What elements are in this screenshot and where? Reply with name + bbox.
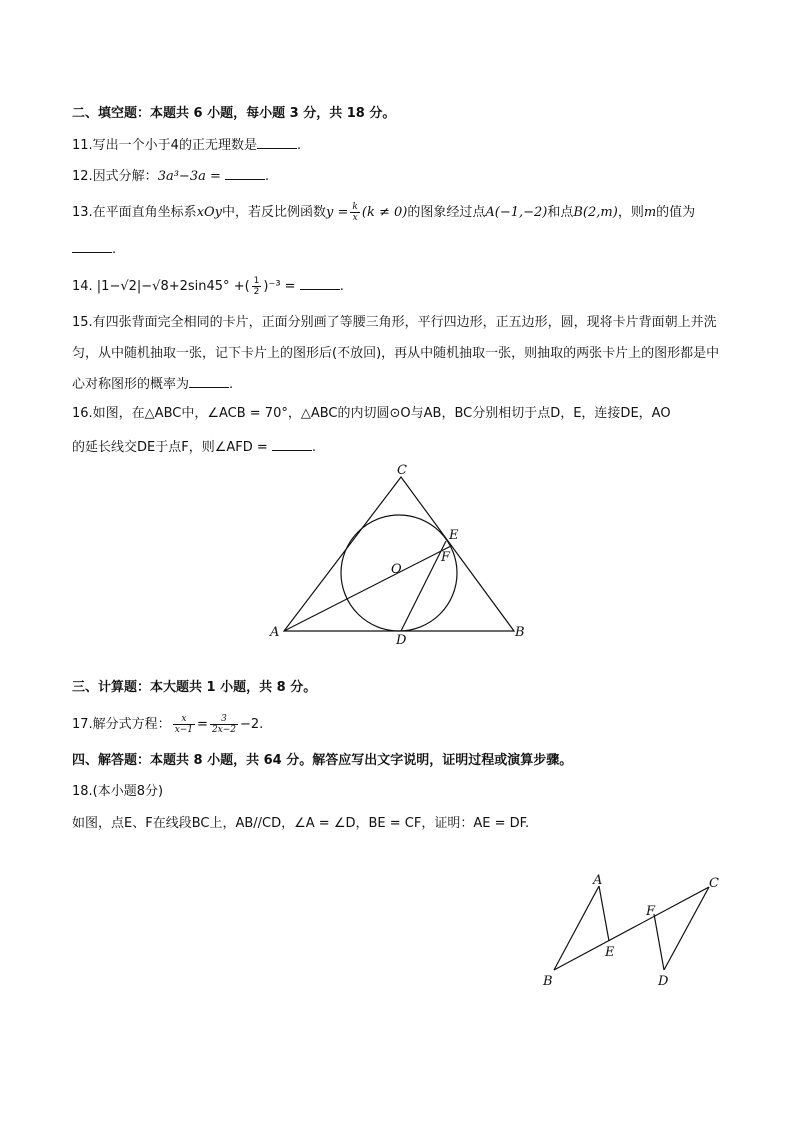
q12-expression: 3a³−3a = xyxy=(157,169,221,184)
q14-expression-1: 14. |1−√2|−√8+2sin45° + xyxy=(72,279,245,294)
label-e: E xyxy=(605,945,615,960)
q11-text: 11.写出一个小于4的正无理数是 xyxy=(72,138,257,153)
q17-frac2-denominator: 2x−2 xyxy=(211,725,237,735)
q13-m: m xyxy=(643,205,657,220)
label-e: E xyxy=(449,528,459,543)
q17-prefix: 17.解分式方程： xyxy=(72,717,171,732)
q13-point-b: B(2,m) xyxy=(573,205,618,220)
q15-end: . xyxy=(229,377,234,392)
q13-condition: (k ≠ 0) xyxy=(361,205,408,220)
label-f: F xyxy=(646,904,656,919)
q12-end: . xyxy=(265,169,270,184)
segment-ae xyxy=(599,886,609,941)
section4-header: 四、解答题：本题共 8 小题，共 64 分。解答应写出文字说明，证明过程或演算步骤。 xyxy=(72,753,573,768)
q14-frac-numerator: 1 xyxy=(253,276,260,286)
q13-frac-numerator: k xyxy=(352,202,358,212)
q12-prefix: 12.因式分解： xyxy=(72,169,158,184)
q13-part3: 的图象经过点 xyxy=(407,205,486,220)
q15-text: 15.有四张背面完全相同的卡片，正面分别画了等腰三角形，平行四边形，正五边形，圆，现将卡片背面朝上并洗匀，从中随机抽取一张，记下卡片上的图形后(不放回)，再从中随机抽取一张，则抽取的两张卡片上的图形都是中心对称图形的概率为 xyxy=(72,315,720,392)
q13-part1: 13.在平面直角坐标系 xyxy=(72,205,197,220)
q11-end: . xyxy=(296,138,302,153)
q17-frac1-denominator: x−1 xyxy=(174,725,194,735)
label-a: A xyxy=(593,873,603,888)
q17-equals: = xyxy=(197,717,208,732)
q13-xoy: xOy xyxy=(196,205,223,220)
q13-part4: 和点 xyxy=(547,205,574,220)
label-d: D xyxy=(658,974,669,989)
question-16-line-1: 16.如图，在△ABC中，∠ACB = 70°，△ABC的内切圆⊙O与AB，BC分别相切于点D，E，连接DE，AO xyxy=(72,406,671,421)
q14-expression-2: )⁻³ = xyxy=(263,279,296,294)
q13-function-lhs: y = xyxy=(326,205,349,220)
q13-point-a: A(−1,−2) xyxy=(485,205,548,220)
label-f: F xyxy=(441,550,451,565)
q13-part6: 的值为 xyxy=(656,205,696,220)
q17-tail: −2. xyxy=(240,717,264,732)
label-a: A xyxy=(270,625,280,640)
label-d: D xyxy=(396,633,407,648)
q16-end: . xyxy=(311,440,317,455)
question-14: 14. |1−√2|−√8+2sin45° +( $\frac{1}{2}$ )⁻³ = . xyxy=(72,276,344,297)
q13-frac-denominator: x xyxy=(352,213,358,223)
label-c: C xyxy=(397,463,407,478)
section3-header: 三、计算题：本大题共 1 小题，共 8 分。 xyxy=(72,680,317,695)
question-18-title: 18.(本小题8分) xyxy=(72,784,164,799)
q14-frac-denominator: 2 xyxy=(253,287,260,297)
q13-part5: ，则 xyxy=(617,205,644,220)
segment-bc xyxy=(554,887,709,970)
question-18-text: 如图，点E、F在线段BC上，AB//CD，∠A = ∠D，BE = CF，证明：AE = DF. xyxy=(72,816,530,831)
q14-end: . xyxy=(339,279,344,294)
label-b: B xyxy=(515,625,525,640)
label-b: B xyxy=(543,974,553,989)
q16-line-2-text: 的延长线交DE于点F，则∠AFD = xyxy=(72,440,268,455)
q13-part2: 中，若反比例函数 xyxy=(222,205,327,220)
label-c: C xyxy=(709,876,719,891)
q17-frac2-numerator: 3 xyxy=(210,714,238,725)
q17-frac1-numerator: x xyxy=(173,714,195,725)
section2-header: 二、填空题：本题共 6 小题，每小题 3 分，共 18 分。 xyxy=(72,106,396,121)
label-o: O xyxy=(391,562,402,577)
q13-end: . xyxy=(112,242,117,257)
segment-df xyxy=(654,914,664,970)
